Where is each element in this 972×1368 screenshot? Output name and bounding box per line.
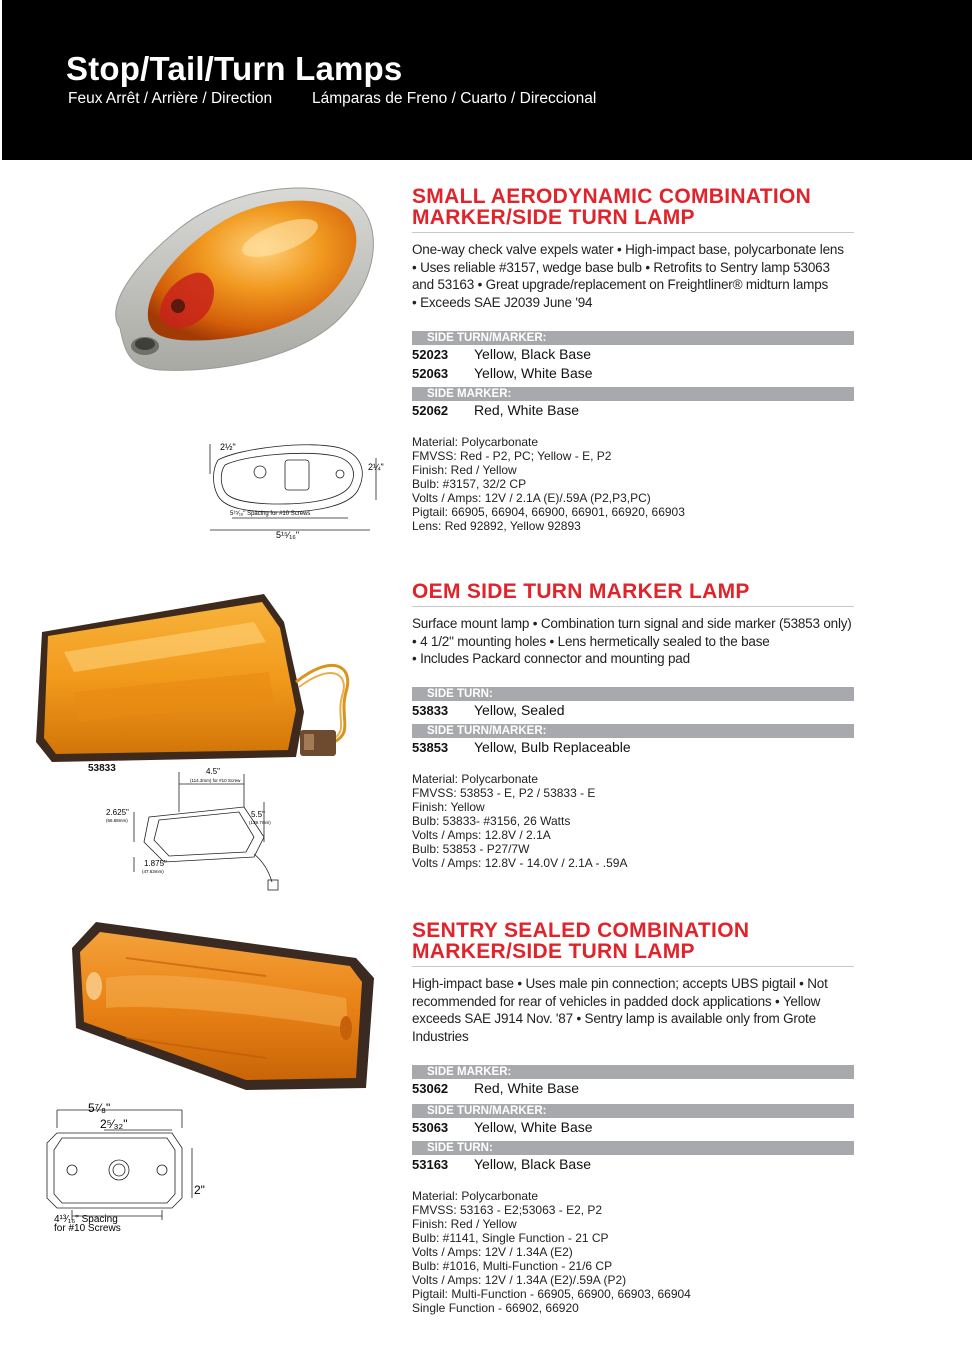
diagram-dim-c: 5¹⁵⁄₁₆" [276, 530, 300, 540]
part-description: Yellow, White Base [474, 365, 593, 381]
desc-line: • 4 1/2" mounting holes • Lens hermetically sealed to the base [412, 633, 770, 649]
part-description: Yellow, Bulb Replaceable [474, 738, 631, 755]
desc-line: and 53163 • Great upgrade/replacement on Freightliner® midturn lamps [412, 277, 829, 292]
spec-line: Volts / Amps: 12V / 1.34A (E2) [412, 1245, 573, 1259]
part-row [412, 364, 854, 383]
diagram-dim-d-sub: (47.63mm) [142, 869, 164, 874]
diagram-dim-d: 1.875" [144, 859, 167, 868]
page-header [2, 0, 972, 160]
sentry-lamp-dimension-diagram [42, 1098, 217, 1233]
part-row [412, 701, 854, 720]
section-title [412, 581, 854, 607]
subtitle-spanish: Lámparas de Freno / Cuarto / Direccional [312, 90, 597, 107]
section-title-line-2: MARKER/SIDE TURN LAMP [412, 940, 695, 963]
diagram-dim-c: 5.5" [251, 810, 265, 819]
desc-line: • Includes Packard connector and mounting pad [412, 651, 690, 666]
spec-line: Material: Polycarbonate [412, 771, 539, 786]
section-title-line-2: MARKER/SIDE TURN LAMP [412, 206, 695, 229]
part-description: Yellow, Sealed [474, 701, 565, 718]
section-description [412, 615, 854, 668]
spec-line: Bulb: #3157, 32/2 CP [412, 477, 527, 491]
category-bar: SIDE MARKER: [412, 1065, 854, 1079]
section-description [412, 241, 854, 311]
spec-line: Bulb: 53853 - P27/7W [412, 841, 530, 856]
section-title [412, 186, 854, 233]
category-bar: SIDE TURN/MARKER: [412, 331, 854, 345]
category-bar: SIDE MARKER: [412, 387, 854, 401]
desc-line: Surface mount lamp • Combination turn signal and side marker (53853 only) [412, 616, 852, 631]
diagram-dim-b: 2⁵⁄₃₂" [100, 1117, 128, 1131]
part-description: Red, White Base [474, 402, 580, 418]
spec-line: Material: Polycarbonate [412, 435, 539, 449]
part-row [412, 1118, 854, 1137]
section-aerodynamic-lamp [412, 186, 854, 533]
section-title-line-1: OEM SIDE TURN MARKER LAMP [412, 580, 750, 603]
spec-line: Pigtail: 66905, 66904, 66900, 66901, 66920, 66903 [412, 505, 685, 519]
diagram-note-1: 4¹³⁄₁₆" Spacing [54, 1214, 118, 1225]
diagram-dim-b: 2.625" [106, 808, 129, 817]
section-title-line-1: SMALL AERODYNAMIC COMBINATION [412, 185, 812, 208]
spec-line: Finish: Red / Yellow [412, 1217, 517, 1231]
spec-line: Volts / Amps: 12V / 2.1A (E)/.59A (P2,P3,PC) [412, 491, 651, 505]
spec-list [412, 772, 854, 870]
category-bar: SIDE TURN: [412, 687, 854, 701]
diagram-dim-a: 5⁷⁄₈" [88, 1101, 111, 1115]
spec-line: FMVSS: 53163 - E2;53063 - E2, P2 [412, 1203, 603, 1217]
desc-line: Industries [412, 1028, 469, 1044]
spec-line: Single Function - 66902, 66920 [412, 1301, 579, 1315]
part-description: Yellow, Black Base [474, 346, 591, 362]
part-row [412, 1079, 854, 1098]
desc-line: • Exceeds SAE J2039 June '94 [412, 294, 593, 310]
part-row [412, 1155, 854, 1174]
sentry-lamp-photo [66, 918, 378, 1093]
spec-line: FMVSS: 53853 - E, P2 / 53833 - E [412, 785, 596, 800]
diagram-dim-a-sub: (114.3mm) for #10 Screw [190, 778, 241, 783]
part-row [412, 738, 854, 757]
section-sentry-lamp [412, 920, 854, 1315]
part-number: 52062 [412, 403, 449, 418]
desc-line: • Uses reliable #3157, wedge base bulb • Retrofits to Sentry lamp 53063 [412, 259, 830, 275]
part-number: 53063 [412, 1120, 449, 1135]
part-description: Yellow, Black Base [474, 1156, 591, 1172]
spec-line: Bulb: 53833- #3156, 26 Watts [412, 813, 571, 828]
desc-line: recommended for rear of vehicles in padded dock applications • Yellow [412, 993, 821, 1009]
spec-line: Bulb: #1141, Single Function - 21 CP [412, 1231, 609, 1245]
category-bar: SIDE TURN: [412, 1141, 854, 1155]
desc-line: exceeds SAE J914 Nov. '87 • Sentry lamp is available only from Grote [412, 1011, 816, 1026]
diagram-dim-a: 4.5" [206, 767, 220, 776]
aerodynamic-lamp-dimension-diagram [200, 430, 385, 542]
part-number: 52023 [412, 347, 449, 362]
category-bar: SIDE TURN/MARKER: [412, 724, 854, 738]
part-number: 53062 [412, 1081, 449, 1096]
part-number: 53163 [412, 1157, 449, 1172]
part-row [412, 345, 854, 364]
spec-line: Bulb: #1016, Multi-Function - 21/6 CP [412, 1259, 613, 1273]
spec-line: Finish: Red / Yellow [412, 463, 517, 477]
spec-line: FMVSS: Red - P2, PC; Yellow - E, P2 [412, 449, 612, 463]
diagram-dim-b-sub: (66.68mm) [106, 818, 128, 823]
spec-line: Material: Polycarbonate [412, 1189, 539, 1203]
oem-side-turn-lamp-photo [34, 592, 394, 767]
spec-line: Lens: Red 92892, Yellow 92893 [412, 519, 581, 533]
section-title-line-1: SENTRY SEALED COMBINATION [412, 919, 750, 942]
spec-line: Finish: Yellow [412, 799, 485, 814]
spec-line: Pigtail: Multi-Function - 66905, 66900, 66903, 66904 [412, 1287, 691, 1301]
page-title: Stop/Tail/Turn Lamps [66, 50, 403, 87]
spec-list [412, 435, 854, 533]
part-number: 53853 [412, 739, 449, 755]
spec-line: Volts / Amps: 12.8V - 14.0V / 2.1A - .59A [412, 855, 628, 870]
section-description [412, 975, 854, 1045]
oem-lamp-dimension-diagram [104, 762, 289, 897]
diagram-dim-a: 2½" [220, 442, 236, 452]
desc-line: One-way check valve expels water • High-impact base, polycarbonate lens [412, 242, 844, 257]
part-number: 52063 [412, 366, 449, 381]
part-row [412, 401, 854, 420]
diagram-note-2: for #10 Screws [54, 1223, 121, 1233]
category-bar: SIDE TURN/MARKER: [412, 1104, 854, 1118]
part-description: Red, White Base [474, 1080, 580, 1096]
diagram-dim-c-sub: (139.7mm) [249, 820, 271, 825]
section-oem-side-turn-lamp [412, 581, 854, 870]
desc-line: High-impact base • Uses male pin connection; accepts UBS pigtail • Not [412, 976, 828, 991]
diagram-dim-b: 2¼" [368, 462, 384, 472]
aerodynamic-lamp-photo [100, 178, 385, 376]
part-number: 53833 [412, 702, 449, 718]
diagram-dim-c: 2" [194, 1183, 205, 1197]
spec-list [412, 1189, 854, 1315]
part-description: Yellow, White Base [474, 1119, 593, 1135]
diagram-note: 5¹⁵⁄₁₆" Spacing for #10 Screws [230, 511, 311, 517]
spec-line: Volts / Amps: 12V / 1.34A (E2)/.59A (P2) [412, 1273, 627, 1287]
image-caption: 53833 [88, 763, 116, 774]
section-title [412, 920, 854, 967]
spec-line: Volts / Amps: 12.8V / 2.1A [412, 827, 551, 842]
subtitle-french: Feux Arrêt / Arrière / Direction [68, 90, 273, 107]
